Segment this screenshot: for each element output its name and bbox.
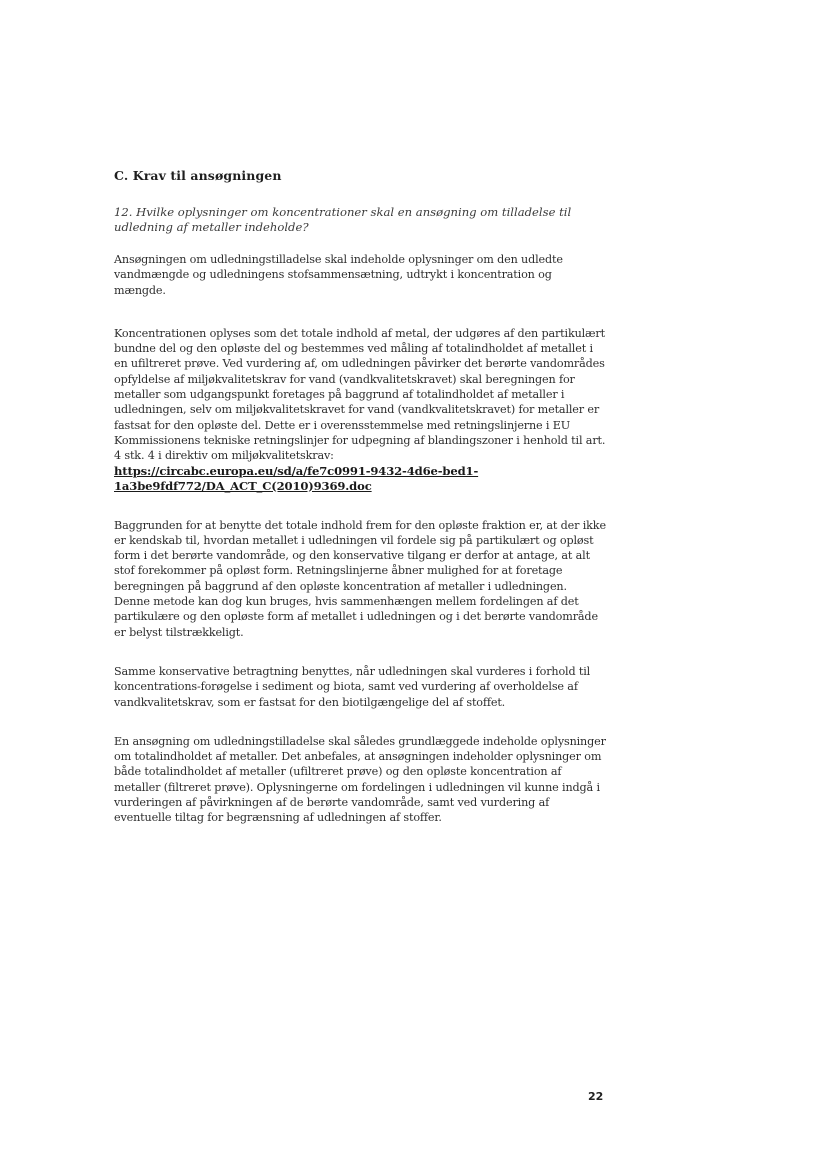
paragraph-4: Samme konservative betragtning benyttes, når udledningen skal vurderes i forhold til koncentrations-forøgelse i sediment og biota, samt ved vurdering af overholdelse af vandkvalitetskrav, som er fastsat for den biotilgængelige del af stoffet. <box>114 664 591 709</box>
paragraph-2: Koncentrationen oplyses som det totale indhold af metal, der udgøres af den partikulært bundne del og den opløste del og bestemmes ved måling af totalindholdet af metallet i en ufiltreret prøve. Ved vurdering af, om udledningen påvirker det berørte vandområdes opfyldelse af miljøkvalitetskrav for vand (vandkvalitetskravet) skal beregningen for metaller som udgangspunkt foretages på baggrund af totalindholdet af metaller i udledningen, selv om miljøkvalitetskravet for vand (vandkvalitetskravet) for metaller er fastsat for den opløste del. Dette er i overensstemmelse med retningslinjerne i EU Kommissionens tekniske retningslinjer for udpegning af blandingszoner i henhold til art. 4 stk. 4 i direktiv om miljøkvalitetskrav: <box>114 326 606 463</box>
page-content <box>114 168 606 850</box>
paragraph-1: Ansøgningen om udledningstilladelse skal indeholde oplysninger om den udledte vandmængde og udledningens stofsammensætning, udtrykt i koncentration og mængde. <box>114 253 563 297</box>
paragraph-3: Baggrunden for at benytte det totale indhold frem for den opløste fraktion er, at der ikke er kendskab til, hvordan metallet i udledningen vil fordele sig på partikulært og opløst form i det berørte vandområde, og den konservative tilgang er derfor at antage, at alt stof forekommer på opløst form. Retningslinjerne åbner mulighed for at foretage beregningen på baggrund af den opløste koncentration af metaller i udledningen. Denne metode kan dog kun bruges, hvis sammenhængen mellem fordelingen af det partikulære og den opløste form af metallet i udledningen og i det berørte vandområde er belyst tilstrækkeligt. <box>114 518 606 639</box>
paragraph-5: En ansøgning om udledningstilladelse skal således grundlæggede indeholde oplysninger om totalindholdet af metaller. Det anbefales, at ansøgningen indeholder oplysninger om både totalindholdet af metaller (ufiltreret prøve) og den opløste koncentration af metaller (filtreret prøve). Oplysningerne om fordelingen i udledningen vil kunne indgå i vurderingen af påvirkningen af de berørte vandområde, samt ved vurdering af eventuelle tiltag for begrænsning af udledningen af stoffer. <box>114 734 606 825</box>
paragraph-2-block <box>114 326 606 494</box>
page-number: 22 <box>588 1090 604 1103</box>
reference-link[interactable]: https://circabc.europa.eu/sd/a/fe7c0991-9432-4d6e-bed1-1a3be9fdf772/DA_ACT_C(2010)9369.doc <box>114 463 479 493</box>
question-text: 12. Hvilke oplysninger om koncentrationer skal en ansøgning om tilladelse til udledning af metaller indeholde? <box>114 205 572 234</box>
section-heading: C. Krav til ansøgningen <box>114 168 282 183</box>
